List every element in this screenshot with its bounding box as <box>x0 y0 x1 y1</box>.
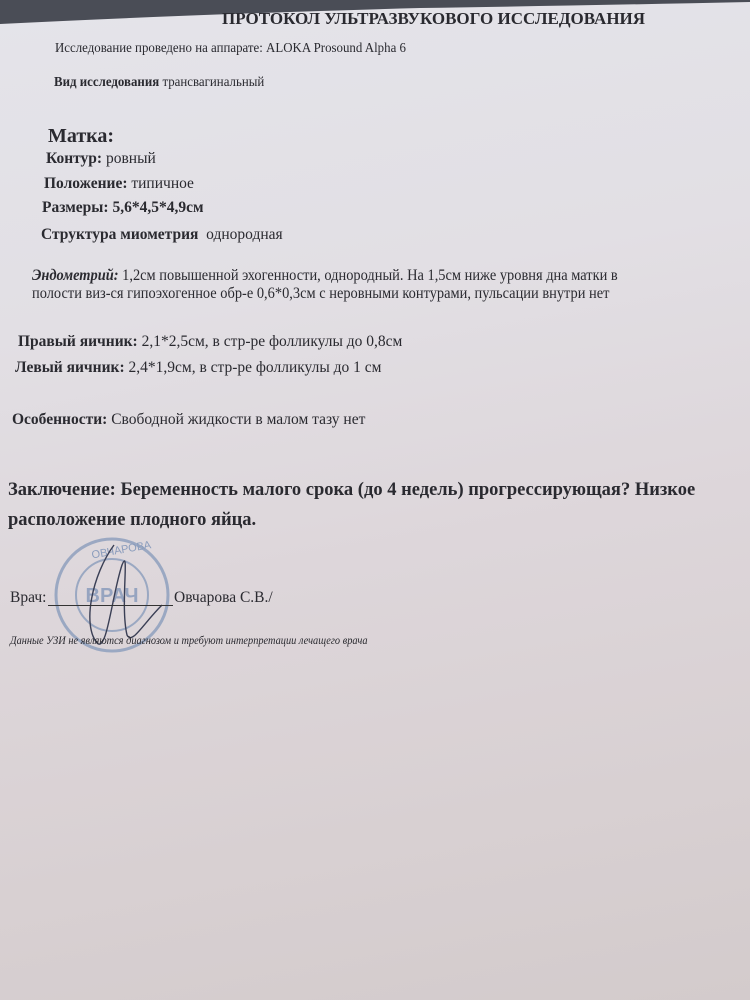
left-ovary-label: Левый яичник: <box>15 359 125 376</box>
conclusion-line2: расположение плодного яйца. <box>8 510 257 530</box>
doctor-name: Овчарова С.В./ <box>174 589 273 606</box>
left-ovary-value: 2,4*1,9см, в стр-ре фолликулы до 1 см <box>128 359 382 376</box>
structure <box>41 227 283 243</box>
doctor-label: Врач: <box>10 589 47 606</box>
svg-text:ОВЧАРОВА: ОВЧАРОВА <box>90 539 152 562</box>
position <box>44 176 194 192</box>
position-label: Положение: <box>44 175 128 192</box>
structure-value: однородная <box>206 226 283 243</box>
conclusion-line1: Заключение: Беременность малого срока (до 4 недель) прогрессирующая? Низкое <box>8 480 696 500</box>
endometrium-label: Эндометрий: <box>32 267 119 284</box>
svg-text:ВРАЧ: ВРАЧ <box>85 585 139 607</box>
endometrium-text1: 1,2см повышенной эхогенности, однородный. На 1,5см ниже уровня дна матки в <box>122 267 618 284</box>
document-title: ПРОТОКОЛ УЛЬТРАЗВУКОВОГО ИССЛЕДОВАНИЯ <box>222 9 646 28</box>
exam-type-label: Вид исследования <box>54 75 160 90</box>
size-value: 5,6*4,5*4,9см <box>112 199 204 216</box>
features-value: Свободной жидкости в малом тазу нет <box>111 411 366 428</box>
features-label: Особенности: <box>12 411 108 428</box>
right-ovary <box>18 334 402 350</box>
exam-type <box>54 76 264 90</box>
right-ovary-value: 2,1*2,5см, в стр-ре фолликулы до 0,8см <box>141 333 403 350</box>
right-ovary-label: Правый яичник: <box>18 333 138 350</box>
uterus-heading: Матка: <box>48 125 115 147</box>
position-value: типичное <box>131 175 194 192</box>
left-ovary <box>15 360 381 376</box>
contour <box>46 151 156 167</box>
features <box>12 412 365 428</box>
contour-value: ровный <box>105 150 156 167</box>
disclaimer: Данные УЗИ не являются диагнозом и требуют интерпретации лечащего врача <box>10 635 368 647</box>
contour-label: Контур: <box>46 150 103 167</box>
size-label: Размеры: <box>42 199 109 216</box>
device-line: Исследование проведено на аппарате: ALOKA Prosound Alpha 6 <box>55 41 406 56</box>
signature-line <box>48 605 173 606</box>
endometrium-line1 <box>32 268 618 284</box>
structure-label: Структура миометрия <box>41 226 199 243</box>
endometrium-line2: полости виз-ся гипоэхогенное обр-е 0,6*0,3см с неровными контурами, пульсации внутри нет <box>32 285 610 302</box>
exam-type-value: трансвагинальный <box>162 75 265 90</box>
size <box>42 200 204 216</box>
